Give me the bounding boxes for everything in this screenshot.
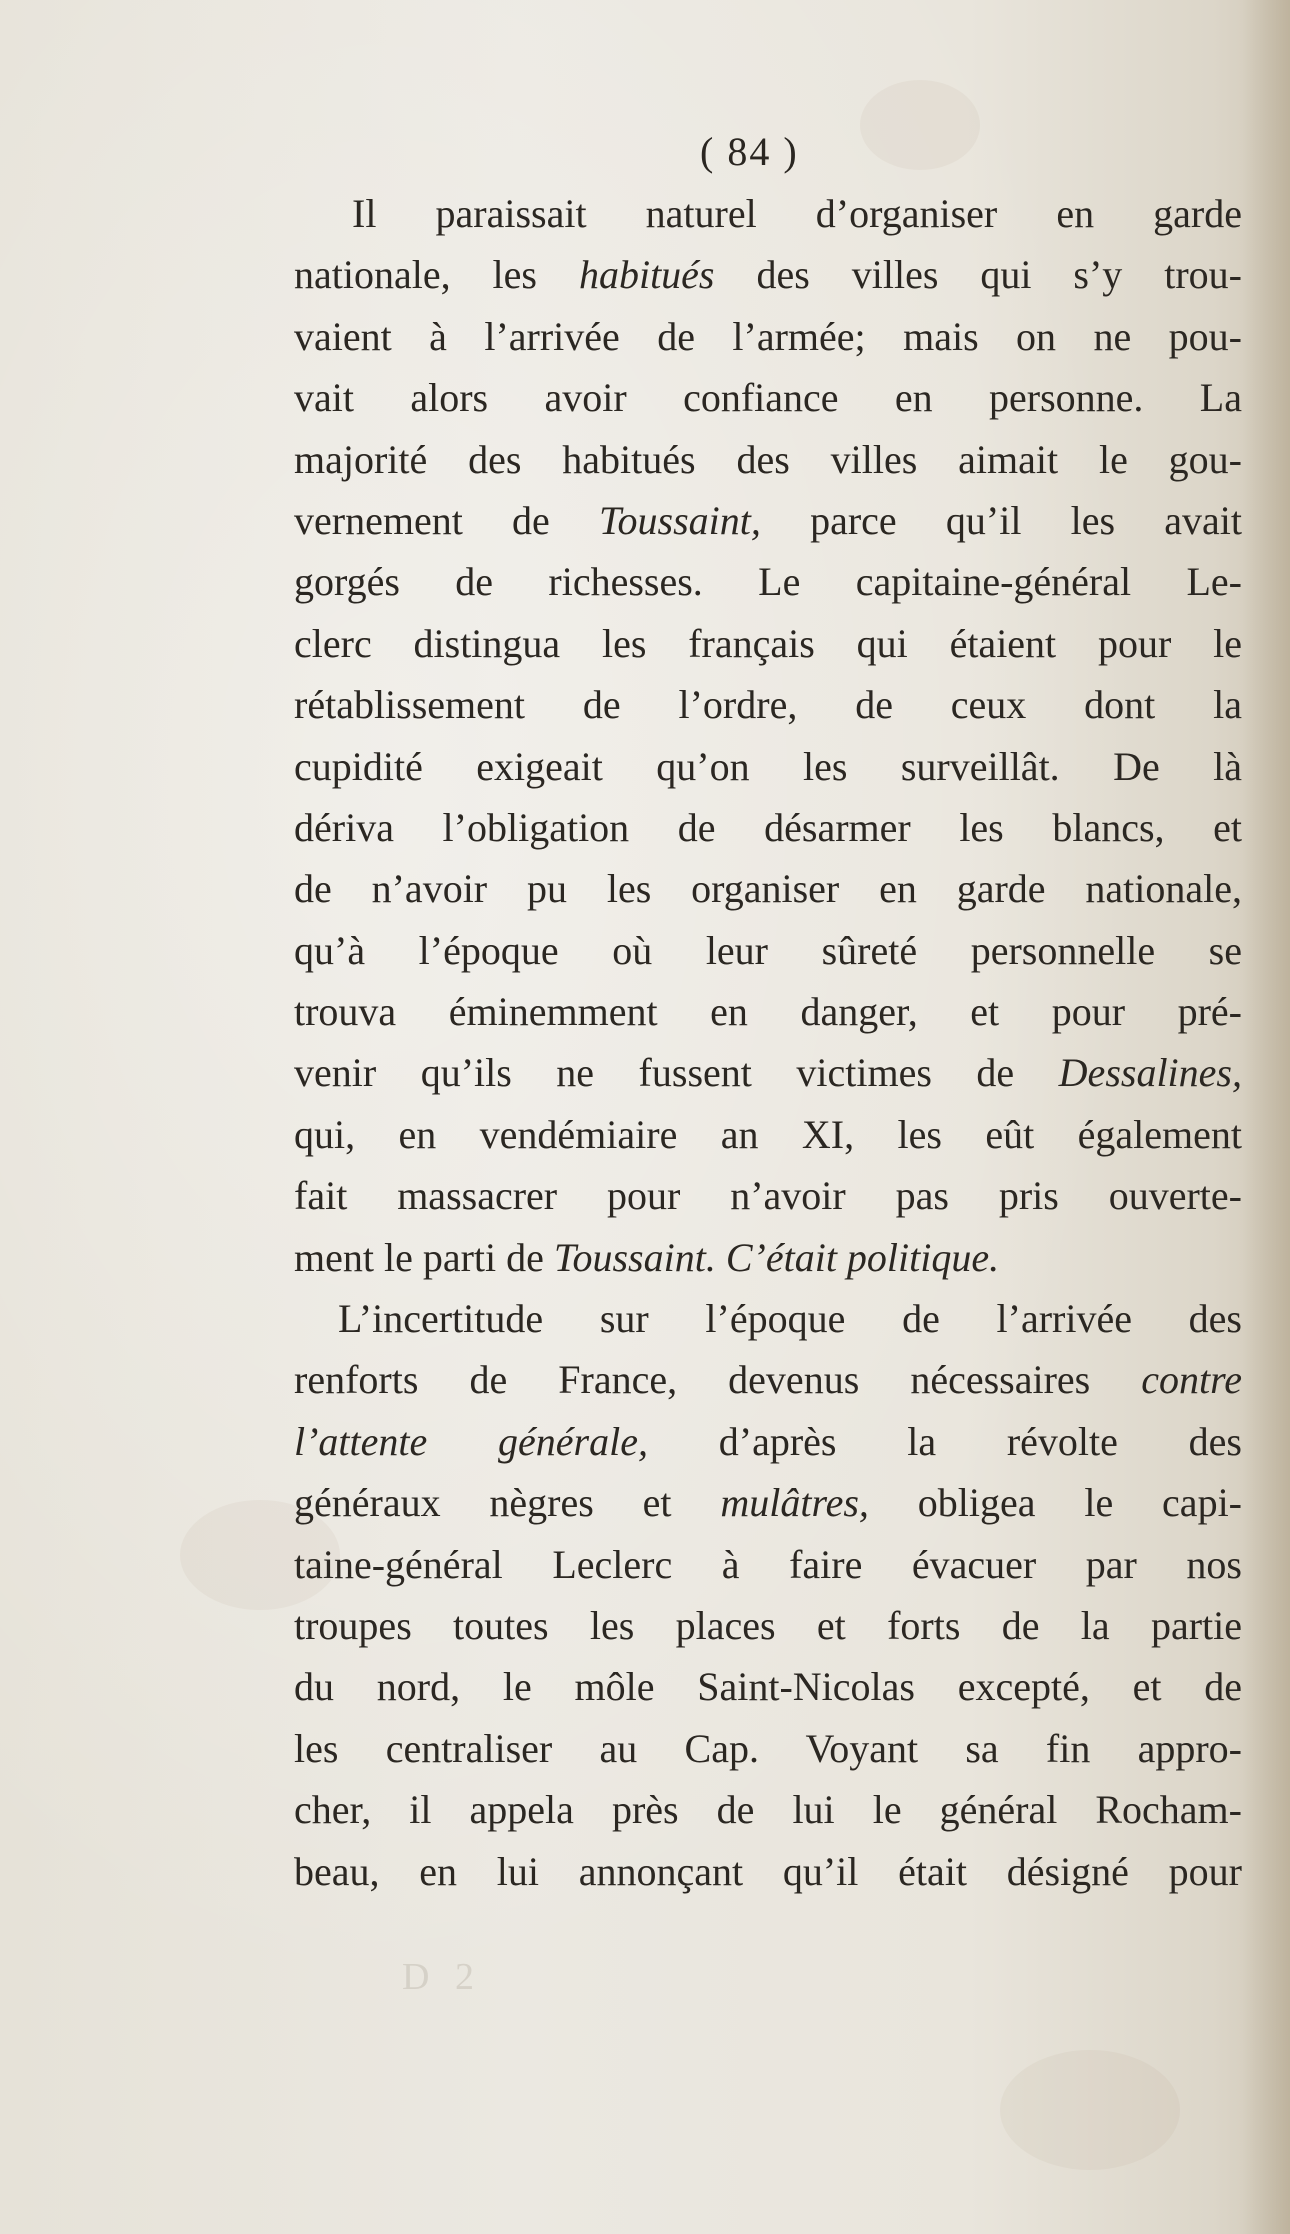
text-line [294, 797, 1242, 858]
text-run: nationale, les [294, 252, 579, 298]
text-run: des villes qui s’y trou- [714, 252, 1242, 298]
text-line [294, 429, 1242, 490]
text-line [294, 1841, 1242, 1902]
text-run: ment le parti de [294, 1234, 554, 1280]
text-line [294, 1288, 1242, 1349]
text-line [294, 1718, 1242, 1779]
paper-stain [1000, 2050, 1180, 2170]
text-run: vernement de [294, 497, 599, 543]
text-line [294, 674, 1242, 735]
italic-text: Dessalines, [1058, 1050, 1242, 1096]
body-text [294, 183, 1242, 1902]
text-line [294, 490, 1242, 551]
text-run: les centraliser au Cap. Voyant sa fin appro- [294, 1725, 1242, 1771]
text-line [294, 1656, 1242, 1717]
italic-text: Toussaint. C’était politique. [553, 1234, 1000, 1280]
text-run: fait massacrer pour n’avoir pas pris ouverte- [294, 1173, 1242, 1219]
text-run: d’après la révolte des [647, 1418, 1242, 1464]
text-line [294, 736, 1242, 797]
text-line [294, 1595, 1242, 1656]
page-number: ( 84 ) [700, 129, 799, 174]
text-run: L’incertitude sur l’époque de l’arrivée des [338, 1296, 1242, 1342]
text-line [294, 1472, 1242, 1533]
text-run: taine-général Leclerc à faire évacuer par nos [294, 1541, 1242, 1587]
text-line [294, 1534, 1242, 1595]
page-edge-shadow [1242, 0, 1290, 2234]
text-line [294, 613, 1242, 674]
text-run: cher, il appela près de lui le général Rocham- [294, 1787, 1242, 1833]
text-run: venir qu’ils ne fussent victimes de [294, 1050, 1059, 1096]
text-run: clerc distingua les français qui étaient pour le [294, 620, 1242, 666]
text-line [294, 1779, 1242, 1840]
text-run: vait alors avoir confiance en personne. La [294, 375, 1242, 421]
text-run: renforts de France, devenus nécessaires [294, 1357, 1142, 1403]
text-run: trouva éminemment en danger, et pour pré- [294, 989, 1242, 1035]
text-run: obligea le capi- [868, 1480, 1242, 1526]
text-line [294, 1349, 1242, 1410]
paper-stain [860, 80, 980, 170]
italic-text: l’attente générale, [294, 1418, 648, 1464]
italic-text: Toussaint, [598, 497, 761, 543]
text-run: beau, en lui annonçant qu’il était désigné pour [294, 1848, 1242, 1894]
italic-text: habitués [578, 252, 715, 298]
text-run: cupidité exigeait qu’on les surveillât. De là [294, 743, 1242, 789]
text-run: qui, en vendémiaire an XI, les eût également [294, 1111, 1242, 1157]
text-run: vaient à l’arrivée de l’armée; mais on ne pou- [294, 313, 1242, 359]
text-line [294, 551, 1242, 612]
text-run: de n’avoir pu les organiser en garde nationale, [294, 866, 1242, 912]
text-line [294, 858, 1242, 919]
text-run: Il paraissait naturel d’organiser en garde [352, 191, 1242, 236]
text-run: généraux nègres et [294, 1480, 721, 1526]
text-run: gorgés de richesses. Le capitaine-général Le- [294, 559, 1242, 605]
text-run: qu’à l’époque où leur sûreté personnelle se [294, 927, 1242, 973]
text-line [294, 367, 1242, 428]
text-line [294, 920, 1242, 981]
text-run: du nord, le môle Saint-Nicolas excepté, et de [294, 1664, 1242, 1710]
text-line [294, 981, 1242, 1042]
text-line [294, 306, 1242, 367]
text-line [294, 1042, 1242, 1103]
italic-text: contre [1141, 1357, 1242, 1403]
signature-mark: D 2 [402, 1956, 482, 1998]
text-run: rétablissement de l’ordre, de ceux dont la [294, 682, 1242, 728]
text-line [294, 1411, 1242, 1472]
text-run: troupes toutes les places et forts de la partie [294, 1602, 1242, 1648]
text-line [294, 244, 1242, 305]
text-run: majorité des habitués des villes aimait le gou- [294, 436, 1242, 482]
text-line [294, 1227, 1242, 1288]
text-line [294, 183, 1242, 244]
italic-text: mulâtres, [720, 1480, 869, 1526]
text-run: parce qu’il les avait [760, 497, 1243, 543]
text-line [294, 1104, 1242, 1165]
text-run: dériva l’obligation de désarmer les blancs, et [294, 804, 1242, 850]
text-line [294, 1165, 1242, 1226]
